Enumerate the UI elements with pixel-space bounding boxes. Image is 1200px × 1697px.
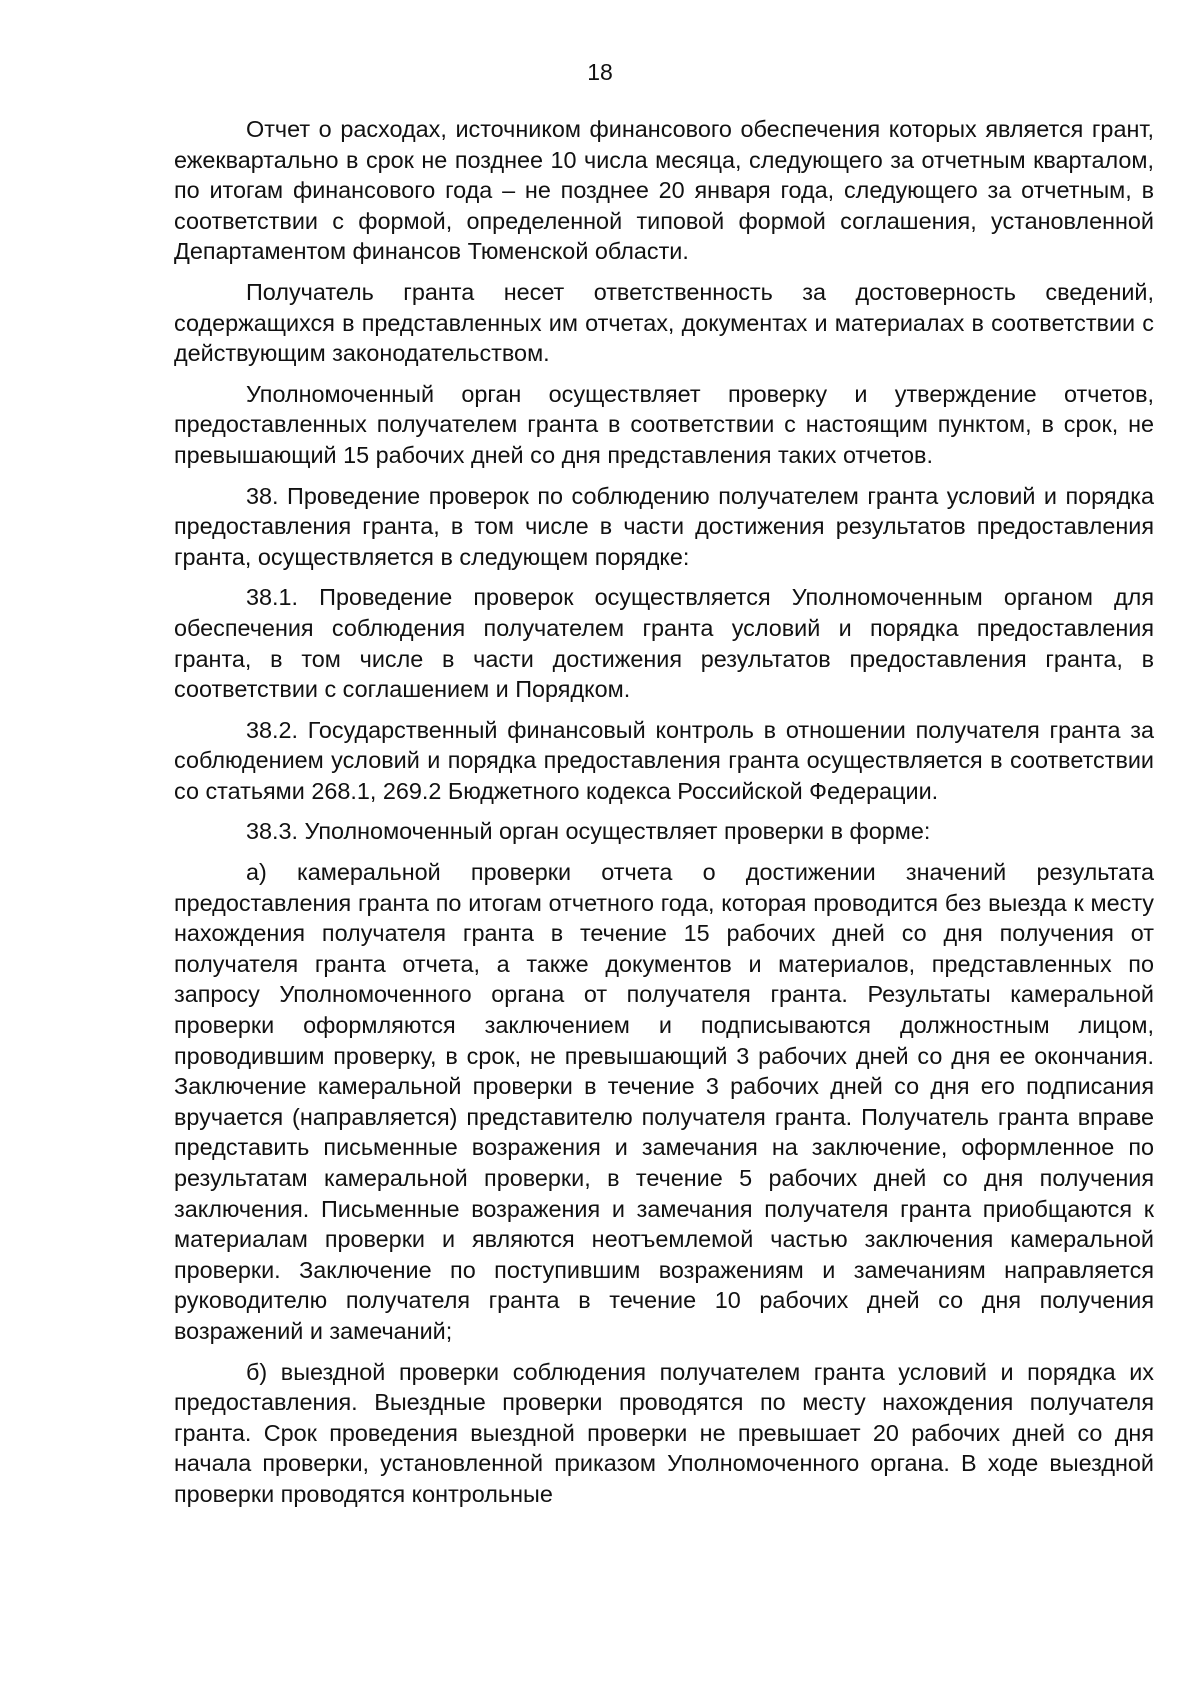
paragraph-item-38-3: 38.3. Уполномоченный орган осуществляет проверки в форме: bbox=[246, 818, 931, 845]
paragraph-report-verification: Уполномоченный орган осуществляет проверку и утверждение отчетов, предоставленных получателем гранта в соответствии с настоящим пунктом, в срок, не превышающий 15 рабочих дней со дня представления таких отчетов. bbox=[174, 380, 1154, 468]
document-body bbox=[174, 114, 1154, 1510]
paragraph-field-audit: б) выездной проверки соблюдения получателем гранта условий и порядка их предоставления. Выездные проверки проводятся по месту нахождения получателя гранта. Срок проведения выездной проверки не превышает 20 рабочих дней со дня начала проверки, установленной приказом Уполномоченного органа. В ходе выездной проверки проводятся контрольные bbox=[174, 1358, 1154, 1507]
page-number: 18 bbox=[587, 59, 613, 85]
paragraph-recipient-responsibility: Получатель гранта несет ответственность за достоверность сведений, содержащихся в представленных им отчетах, документах и материалах в соответствии с действующим законодательством. bbox=[174, 278, 1154, 367]
paragraph-expense-report: Отчет о расходах, источником финансового обеспечения которых является грант, ежеквартально в срок не позднее 10 числа месяца, следующего за отчетным кварталом, по итогам финансового года – не позднее 20 января года, следующего за отчетным, в соответствии с формой, определенной типовой формой соглашения, установленной Департаментом финансов Тюменской области. bbox=[174, 116, 1154, 265]
paragraph-item-38-1: 38.1. Проведение проверок осуществляется Уполномоченным органом для обеспечения соблюдения получателем гранта условий и порядка предоставления гранта, в том числе в части достижения результатов предоставления гранта, в соответствии с соглашением и Порядком. bbox=[174, 584, 1154, 703]
paragraph-item-38: 38. Проведение проверок по соблюдению получателем гранта условий и порядка предоставления гранта, в том числе в части достижения результатов предоставления гранта, осуществляется в следующем порядке: bbox=[174, 482, 1154, 570]
paragraph-item-38-2: 38.2. Государственный финансовый контроль в отношении получателя гранта за соблюдением условий и порядка предоставления гранта осуществляется в соответствии со статьями 268.1, 269.2 Бюджетного кодекса Российской Федерации. bbox=[174, 716, 1154, 804]
paragraph-desk-audit: а) камеральной проверки отчета о достижении значений результата предоставления гранта по итогам отчетного года, которая проводится без выезда к месту нахождения получателя гранта в течение 15 рабочих дней со дня получения от получателя гранта отчета, а также документов и материалов, представленных по запросу Уполномоченного органа от получателя гранта. Результаты камеральной проверки оформляются заключением и подписываются должностным лицом, проводившим проверку, в срок, не превышающий 3 рабочих дней со дня ее окончания. Заключение камеральной проверки в течение 3 рабочих дней со дня его подписания вручается (направляется) представителю получателя гранта. Получатель гранта вправе представить письменные возражения и замечания на заключение, оформленное по результатам камеральной проверки, в течение 5 рабочих дней со дня получения заключения. Письменные возражения и замечания получателя гранта приобщаются к материалам проверки и являются неотъемлемой частью заключения камеральной проверки. Заключение по поступившим возражениям и замечаниям направляется руководителю получателя гранта в течение 10 рабочих дней со дня получения возражений и замечаний; bbox=[174, 859, 1154, 1344]
